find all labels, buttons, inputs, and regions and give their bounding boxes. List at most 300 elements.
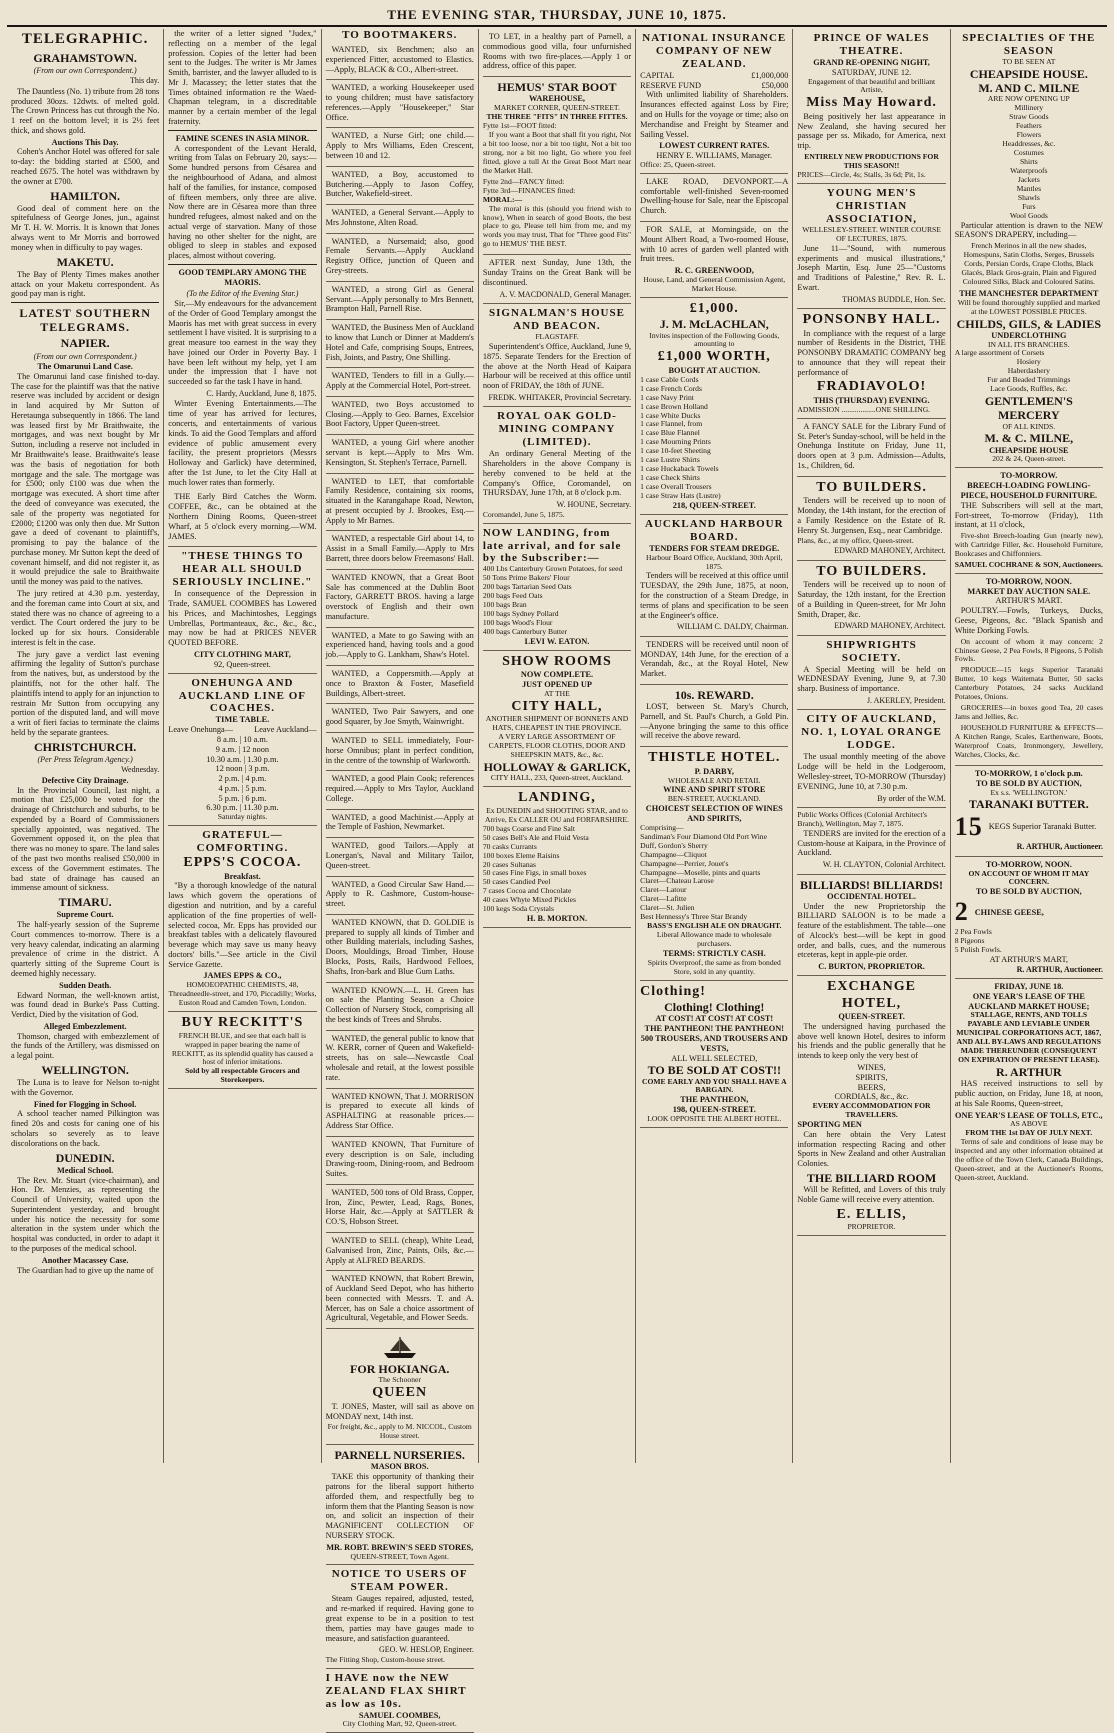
- list-item: Champagne—Moselle, pints and quarts: [640, 867, 761, 877]
- ad-address: 218, QUEEN-STREET.: [672, 501, 756, 511]
- section-heading: LATEST SOUTHERN TELEGRAMS.: [19, 306, 151, 335]
- list-item: 50 cases Candied Peel: [482, 877, 551, 887]
- goods-list: [640, 376, 788, 501]
- wanted-ad: [326, 234, 474, 282]
- ad-heading: NATIONAL INSURANCE COMPANY OF NEW ZEALAND.: [642, 32, 787, 70]
- ad-text: The undersigned having purchased the above well known Hotel, desires to inform his friends and the public generally that he intends to keep only the very best of: [797, 1021, 946, 1061]
- ad-subtitle: ARTHUR'S MART.: [995, 596, 1063, 606]
- ad-text: WANTED, a Nurse Girl; one child.—Apply to Mrs Williams, Eden Crescent, between 10 and 12.: [325, 131, 474, 160]
- wanted-ad: [326, 1031, 474, 1089]
- article-text: A correspondent of the Levant Herald, writing from Talas on February 20, says:— Some hundred persons from Césarea and the neighbourhood of Adana, and almost half of the families, for instance, composed of fifteen members, only three are alive. Now there are in Césarea more than three hundred refugees, almost naked and on the actual verge of starvation. Many of those having no other shelter for the night, are obliged to sleep in stables and exposed places, almost without covering.: [168, 143, 317, 261]
- capital-row: [640, 71, 788, 81]
- byline: (From our own Correspondent.): [33, 351, 137, 361]
- newspaper-page: [7, 7, 1107, 1729]
- ad-title: Clothing! Clothing!: [664, 1000, 765, 1015]
- ad-orange-lodge: [797, 710, 945, 807]
- ad-address: BEN-STREET, AUCKLAND.: [667, 794, 761, 804]
- wanted-ad: [326, 838, 474, 876]
- ad-early-bird: [168, 489, 316, 547]
- wanted-list: [326, 42, 474, 1329]
- ad-subtitle: SPORTING MEN: [797, 1120, 862, 1129]
- ad-subtitle: MASON BROS.: [370, 1462, 429, 1472]
- list-item: Mantles: [1016, 183, 1042, 193]
- ad-to-let: [483, 29, 631, 77]
- ad-text: French Merinos in all the new shades, Homespuns, Satin Cloths, Serges, Brussels Cords, Persian Cords, Crape Cloths, Black Glacés, Black Gros-grain, Plain and Figured Coloured Silks, Black and Coloured Satins.: [961, 241, 1097, 286]
- ad-heading: ON ACCOUNT OF WHOM IT MAY CONCERN.: [968, 868, 1090, 887]
- ad-billiards: [797, 875, 945, 976]
- dateline: DUNEDIN.: [55, 1150, 115, 1165]
- ad-text: LAKE ROAD, DEVONPORT.—A comfortable well-finished Seven-roomed Dwelling-house for Sale, near the Episcopal Church.: [640, 176, 789, 216]
- ad-sign: THE PANTHEON,: [680, 1095, 749, 1105]
- reserve-label: RESERVE FUND: [640, 80, 702, 90]
- list-item: Hosiery: [1016, 357, 1041, 367]
- ad-text: WANTED to LET, that comfortable Family Residence, containing six rooms, situated in the Karangahape Road, Newton, at present occupied by J. Brookes, Esq.—Apply to Mr Barnes.: [325, 476, 474, 525]
- ad-heading: YOUNG MEN'S CHRISTIAN ASSOCIATION,: [826, 186, 918, 225]
- ad-sign: LEVI W. EATON.: [524, 637, 590, 647]
- ad-sign: HOLLOWAY & GARLICK,: [483, 760, 631, 775]
- ad-address: City Clothing Mart, 92, Queen-street.: [342, 1719, 457, 1729]
- ad-title: CHEAPSIDE HOUSE.: [969, 66, 1088, 81]
- list-item: Lace Goods, Ruffles, &c.: [990, 384, 1068, 394]
- dateline: WELLINGTON.: [41, 1062, 129, 1077]
- byline: (Per Press Telegram Agency.): [37, 754, 133, 764]
- ad-sign: W. HOUNE, Secretary.: [556, 500, 632, 510]
- ad-title: TO BUILDERS.: [816, 479, 927, 495]
- wanted-ad: [326, 531, 474, 569]
- ad-text: WANTED, six Benchmen; also an experienced Fitter, accustomed to Elastics.—Apply, BLACK & CO., Albert-street.: [325, 44, 474, 74]
- ad-text: OF ALL KINDS.: [1002, 421, 1056, 431]
- dateline: GRAHAMSTOWN.: [33, 50, 137, 65]
- ad-shipwrights: [797, 636, 945, 711]
- ad-text: EVERY ACCOMMODATION FOR TRAVELLERS.: [812, 1101, 931, 1120]
- ad-text: WANTED, the general public to know that W. KERR, corner of Queen and Wakefield-streets, has on sale—Newcastle Coal wholesale and retail, at the lowest possible rate.: [325, 1033, 474, 1082]
- ad-text: WANTED, 500 tons of Old Brass, Copper, Iron, Zinc, Pewter, Lead, Rags, Bones, Horse Hair, &c.—Apply at SATTLER & CO.'S, Hobson Street.: [325, 1187, 474, 1227]
- ad-address: 202 & 24, Queen-street.: [992, 454, 1066, 464]
- ad-subtitle: AT COST! AT COST! AT COST!: [655, 1014, 774, 1024]
- list-item: 100 bags Wood's Flour: [482, 618, 553, 628]
- ad-heading: MARKET DAY AUCTION SALE.: [967, 586, 1091, 596]
- ad-epps-cocoa: [168, 826, 316, 1012]
- ad-sign: THOMAS BUDDLE, Hon. Sec.: [842, 294, 946, 304]
- ad-heading: TO BOOTMAKERS.: [342, 29, 458, 41]
- timetable-note: Saturday nights.: [217, 812, 268, 822]
- ad-pantheon: [640, 981, 788, 1128]
- ad-text: WANTED, good Tailors.—Apply at Lonergan's, Naval and Military Tailor, Queen-street.: [325, 841, 474, 870]
- ad-sign: CHEAPSIDE HOUSE: [989, 445, 1069, 455]
- ad-heading: CITY OF AUCKLAND, NO. 1, LOYAL ORANGE LODGE.: [801, 713, 942, 752]
- ad-tenders: [640, 637, 788, 685]
- ad-text: PRODUCE—15 kegs Superior Taranaki Butter, 10 kegs Waitemata Butter, 50 sacks Canterbury Potatoes, 24 sacks Auckland Potatoes, Onions.: [954, 665, 1103, 702]
- timetable-row: 4 p.m. | 5 p.m.: [218, 783, 267, 793]
- verse-text: The moral is this (should you friend wish to know), When in search of good Boots, the best place to go, Please tell him from me, and my words you may trust, That for "Three good Fits" go to HEMUS' THE BEST.: [482, 203, 632, 249]
- divider: [168, 264, 316, 265]
- subheading: Sudden Death.: [59, 980, 112, 990]
- ad-text: With unlimited liability of Shareholders. Insurances effected against Loss by Fire; and on Hulls for the voyage or time; also on Merchandise and Freight by Steamer and Sailing Vessel.: [640, 90, 789, 139]
- ad-date: TO-MORROW, NOON.: [985, 859, 1072, 869]
- ad-text: HAS received instructions to sell by public auction, on Friday, June 18, at noon, at his Sale Rooms, Queen-street,: [954, 1079, 1103, 1108]
- list-item: 2 Pea Fowls: [954, 926, 992, 936]
- ad-subtitle: WHOLESALE AND RETAIL: [667, 775, 761, 785]
- column-telegraphic: [7, 29, 164, 1463]
- wanted-ad: [326, 397, 474, 435]
- wanted-ad: [326, 1089, 474, 1137]
- ad-heading: ONEHUNGA AND AUCKLAND LINE OF COACHES.: [178, 676, 307, 715]
- list-item: Waterproofs: [1010, 165, 1048, 175]
- ad-title: HEMUS' STAR BOOT: [497, 80, 617, 95]
- ad-sign: WILLIAM C. DALDY, Chairman.: [677, 622, 789, 632]
- ad-address: 92, Queen-street.: [213, 659, 271, 669]
- wanted-ad: [326, 167, 474, 205]
- ad-text: WANTED, a Nursemaid; also, good Female Servants.—Apply Auckland Registry Office, junction of Queen and Grey-streets.: [325, 236, 474, 276]
- ad-heading: SPECIALTIES OF THE SEASON: [962, 32, 1096, 57]
- list-item: 1 case Mourning Prints: [640, 437, 711, 447]
- ad-text: Will be found thoroughly supplied and marked at the LOWEST POSSIBLE PRICES.: [957, 297, 1100, 316]
- ad-date: TO-MORROW, 1 o'clock p.m.: [974, 768, 1083, 778]
- ad-text: TENDERS are invited for the erection of a Custom-house at Kaipara, in the Province of Auckland.: [797, 828, 946, 858]
- ad-subtitle: JUST OPENED UP: [522, 680, 592, 690]
- wanted-ad: [326, 1185, 474, 1233]
- ad-text: WANTED, a respectable Girl about 14, to Assist in a Small Family.—Apply to Mrs Barrett, three doors below Freemasons' Hall.: [325, 534, 474, 563]
- wanted-ad: [326, 704, 474, 733]
- column-6: [793, 29, 950, 1463]
- list-item: 1 case 10-feet Sheeting: [640, 446, 711, 456]
- ad-text: WANTED KNOWN.—L. H. Green has on sale the Planting Season a Choice Collection of Nursery Stock, comprising all the best kinds of Trees and Shrubs.: [325, 985, 474, 1024]
- ad-title: TO BUILDERS.: [816, 563, 927, 579]
- ad-lake-road: [640, 174, 788, 222]
- list-item: Champagne—Cliquot: [640, 849, 707, 859]
- ad-text: Steam Gauges repaired, adjusted, tested, and re-marked if required. Having gone to great expense to be in a position to test them, parties may have gauges made to measure, and satisfaction guaranteed.: [325, 1594, 474, 1643]
- ad-text: Invites inspection of the Following Goods, amounting to: [649, 330, 780, 349]
- ad-sign: R. ARTHUR, Auctioneer.: [1016, 964, 1103, 974]
- list-item: 20 cases Sultanas: [482, 859, 536, 869]
- subheading: Medical School.: [57, 1165, 114, 1175]
- ad-text: Under the new Proprietorship the BILLIARD SALOON is to be made a feature of the establishment. The table—one of Alcock's best—will be kept in good order, and balls, cues, and the numerous etceteras, kept in apple-pie order.: [797, 901, 946, 960]
- dateline: NAPIER.: [60, 336, 110, 351]
- ad-chinese-geese: [955, 857, 1103, 979]
- ad-sign: By order of the W.M.: [877, 793, 946, 803]
- ad-title: FOR HOKIANGA.: [350, 1362, 450, 1377]
- ad-text: Superintendent's Office, Auckland, June 9, 1875. Separate Tenders for the Erection of the above at the North Head of Kaipara Harbour will be received at this office until noon of FRIDAY, the 18th of JUNE.: [482, 341, 632, 391]
- list-item: 100 boxes Eleme Raisins: [482, 850, 560, 860]
- capital-value: £1,000,000: [751, 70, 789, 80]
- ad-heading: BREECH-LOADING FOWLING-PIECE, HOUSEHOLD FURNITURE.: [960, 481, 1098, 500]
- ad-text: WANTED KNOWN, That J. MORRISON is prepared to execute all kinds of ASPHALTING at reasonable prices.—Address Star Office.: [325, 1091, 474, 1130]
- article-text: Cohen's Anchor Hotel was offered for sale to-day: the bidding started at £500, and reached £675. The hotel was withdrawn by the owner at £700.: [11, 147, 160, 186]
- wanted-ad: [326, 282, 474, 320]
- ad-sign: P. DARBY,: [694, 766, 734, 776]
- timetable-title: TIME TABLE.: [215, 715, 270, 725]
- article-heading: GOOD TEMPLARY AMONG THE MAORIS.: [178, 267, 307, 287]
- wanted-ad: [326, 570, 474, 628]
- ad-show-rooms: [483, 651, 631, 787]
- article-text: The jury gave a verdict last evening affirming the legality of Sutton's purchase from the natives, but, as understood by the plaintiffs, not for the other half. The plaintiffs intend to apply for an injunction to restrain Mr Sutton from occupying any portion of the disputed land, and will move a writ of fieri facias to terminate the claims held by the separate grantees.: [11, 649, 160, 737]
- ad-subtitle: THIS (THURSDAY) EVENING.: [813, 396, 930, 405]
- article-text: The Luna is to leave for Nelson to-night with the Governor.: [11, 1078, 160, 1097]
- list-item: 50 cases Bell's Ale and Fluid Vesta: [482, 832, 589, 842]
- subheading: Another Macassey Case.: [41, 1255, 129, 1265]
- ad-title: BUY RECKITT'S: [181, 1015, 304, 1031]
- ad-for-sale: [640, 222, 788, 298]
- wanted-ad: [326, 80, 474, 128]
- ad-text: On account of whom it may concern: 2 Chinese Geese, 2 Pea Fowls, 8 Pigeons, 5 Polish Fowls.: [954, 636, 1103, 664]
- ad-subtitle: ENTIRELY NEW PRODUCTIONS FOR THIS SEASON!!: [804, 152, 939, 170]
- ad-heading: SIGNALMAN'S HOUSE AND BEACON.: [489, 307, 625, 333]
- reserve-row: [640, 81, 788, 91]
- article-text: A school teacher named Pilkington was fined 20s and costs for caning one of his scholars so severely as to leave discolorations on the back.: [11, 1109, 160, 1148]
- list-item: 40 cases Whyte Mixed Pickles: [482, 895, 576, 905]
- ad-title: PONSONBY HALL.: [802, 312, 941, 328]
- ad-text: WANTED to SELL immediately, Four-horse Omnibus; plant in perfect condition, in the centre of the township of Warkworth.: [325, 735, 474, 765]
- ad-text: WANTED, a working Housekeeper used to young children; must have satisfactory references.—Apply "Housekeeper," Star Office.: [325, 83, 474, 122]
- ad-text: FRENCH BLUE, and see that each ball is wrapped in paper bearing the name of RECKITT, as its splendid quality has caused a host of inferior imitations.: [171, 1030, 313, 1067]
- ad-address: LOOK OPPOSITE THE ALBERT HOTEL.: [647, 1113, 782, 1123]
- geese-text: CHINESE GEESE,: [974, 907, 1044, 917]
- list-item: Duff, Gordon's Sherry: [640, 840, 708, 850]
- ad-date: SATURDAY, JUNE 12.: [831, 67, 912, 77]
- ad-text: AFTER next Sunday, June 13th, the Sunday Trains on the Great Bank will be discontinued.: [482, 258, 632, 287]
- article-text: The half-yearly session of the Supreme Court commences to-morrow. There is a very heavy calendar, indicating an alarming prevalence of crime in the district. A quarterly sitting of the Supreme Court is deemed highly necessary.: [11, 920, 160, 978]
- ad-text: WANTED KNOWN, that D. GOLDIE is prepared to supply all kinds of Timber and other Building materials, including Sashes, Doors, Mouldings, Broad Timber, House Blocks, Posts, Rails, Hardwood Felloes, Shafts, Iron-bark and Blue Gum Laths.: [325, 917, 474, 976]
- ad-market-day: [955, 574, 1103, 766]
- ad-text: WANTED, a good Machinist.—Apply at the Temple of Fashion, Newmarket.: [325, 812, 474, 832]
- ad-footer: Sold by all respectable Grocers and Storekeepers.: [185, 1066, 300, 1085]
- timetable-row: 10.30 a.m. | 1.30 p.m.: [206, 754, 279, 764]
- ad-sign: HENRY E. WILLIAMS, Manager.: [656, 151, 773, 161]
- ad-ponsonby-hall: [797, 309, 945, 419]
- list-item: WINES,: [857, 1062, 886, 1072]
- ad-title: Miss May Howard.: [806, 95, 937, 111]
- ad-steam: [326, 1565, 474, 1668]
- ad-coombes: [168, 547, 316, 673]
- ad-sign: CITY CLOTHING MART,: [194, 649, 291, 659]
- ad-heading: TO BE SOLD BY AUCTION,: [975, 887, 1082, 897]
- ad-date: TO-MORROW, NOON.: [985, 576, 1072, 586]
- ad-heading: THE THREE "FITS" IN THREE FITTES.: [486, 112, 628, 122]
- ad-text: WANTED, a Coppersmith.—Apply at once to Braxton & Foster, Masefield Buildings, Albert-street.: [325, 669, 474, 698]
- ad-hemus: [483, 77, 631, 255]
- article-heading: FAMINE SCENES IN ASIA MINOR.: [175, 133, 310, 143]
- timetable-row: 6.30 p.m. | 11.30 p.m.: [206, 803, 279, 813]
- geese-count: 2: [954, 897, 969, 927]
- list-item: Straw Goods: [1009, 112, 1049, 122]
- ad-text: LOST, between St. Mary's Church, Parnell, and St. Paul's Church, a Gold Pin.—Anyone bringing the same to this office will receive the above reward.: [640, 702, 789, 741]
- ad-national-insurance: [640, 29, 788, 174]
- ad-subtitle: GRAND RE-OPENING NIGHT,: [813, 57, 930, 67]
- ad-sign: SAMUEL COCHRANE & SON, Auctioneers.: [954, 559, 1103, 569]
- ad-heading: "THESE THINGS TO HEAR ALL SHOULD SERIOUSLY INCLINE.": [172, 550, 313, 589]
- wanted-ad: [326, 128, 474, 166]
- article-text: the writer of a letter signed "Judex," reflecting on a member of the legal profession. Copies of the letter had been sent to the Judges. The writer is Mr James Smith, barrister, and the lawyer alluded to is Mr J. Macassey; the letter states that the Times obtained information re the Waed-Chapman telegram, in a discreditable manner by a certain member of the legal fraternity.: [168, 29, 317, 127]
- ad-builders-2: [797, 561, 945, 636]
- wanted-ad: [326, 666, 474, 704]
- ad-heading: GRATEFUL—COMFORTING.: [196, 829, 289, 855]
- list-item: 1 case Flannel, from: [640, 419, 703, 429]
- dateline: CHRISTCHURCH.: [33, 739, 137, 754]
- list-item: 100 bags Bran: [482, 600, 527, 610]
- ad-reckitts: [168, 1012, 316, 1089]
- ad-text: WANTED, the Business Men of Auckland to know that Lunch or Dinner at Maddern's Hotel and Cafe, comprising Soups, Entrees, Fish, Joints, and Pastry, One Shilling.: [325, 323, 474, 362]
- ad-text: Tenders will be received up to noon of Monday, the 14th instant, for the erection of a Family Residence on the Estate of R. Henry St. Jurgensen, Esq., near Cambridge.: [797, 496, 946, 535]
- list-item: Comprising—: [640, 822, 684, 832]
- ad-text: 500 TROUSERS, AND TROUSERS AND VESTS,: [640, 1034, 788, 1053]
- ad-sign: MR. ROBT. BREWIN'S SEED STORES,: [326, 1542, 474, 1552]
- column-2: [164, 29, 321, 1463]
- ad-text: WANTED, a General Servant.—Apply to Mrs Johnstone, Alten Road.: [325, 208, 474, 227]
- timetable-row: 12 noon | 3 p.m.: [215, 764, 270, 774]
- ad-subtitle: NOW COMPLETE.: [520, 670, 594, 680]
- ad-text: Being positively her last appearance in New Zealand, she having secured her passage per ss. Mikado, for America, next trip.: [797, 111, 946, 151]
- wanted-ad: [326, 1271, 474, 1329]
- keg-row: [955, 812, 1103, 843]
- article-text: The jury retired at 4.30 p.m. yesterday, and the foreman came into Court at six, and stated there was no chance of agreeing to a verdict. The Court ordered the jury to be locked up for six hours. Considerable interest is felt in the case.: [11, 588, 160, 647]
- ad-title: LANDING,: [518, 790, 596, 806]
- ad-date: FRIDAY, JUNE 18.: [994, 981, 1064, 991]
- ad-address: CITY HALL, 233, Queen-street, Auckland.: [490, 773, 624, 783]
- ad-sign: C. BURTON, PROPRIETOR.: [818, 962, 925, 972]
- ad-amount: £1,000.: [689, 300, 739, 316]
- list-item: Claret—Chateau Larose: [640, 876, 714, 886]
- subheading: Defective City Drainage.: [41, 775, 129, 785]
- ad-text: TO LET, in a healthy part of Parnell, a commodious good villa, four unfurnished Rooms with two fire-places.—Apply 1 or address, office of this paper.: [482, 32, 632, 71]
- ad-taranaki-butter: [955, 766, 1103, 857]
- wanted-ad: [326, 628, 474, 666]
- ad-title: EXCHANGE HOTEL,: [827, 979, 916, 1011]
- ad-subtitle: WELLESLEY-STREET. WINTER COURSE OF LECTURES, 1875.: [802, 224, 941, 243]
- ad-text: Liberal Allowance made to wholesale purchasers.: [656, 930, 772, 949]
- ad-subtitle: THE BILLIARD ROOM: [806, 1170, 937, 1185]
- ad-text: Tenders will be received up to noon of Saturday, the 12th instant, for the Erection of a Building in Queen-street, for Mr John Smith, Draper, &c.: [797, 580, 946, 619]
- timetable-row: 2 p.m. | 4 p.m.: [218, 774, 267, 784]
- ad-text: WANTED, a Mate to go Sawing with an experienced hand, having tools and a good job.—Apply to G. Lankham, Shaw's Hotel.: [325, 630, 474, 660]
- article-text: The Guardian had to give up the name of: [17, 1265, 154, 1275]
- ad-subtitle: The Schooner: [378, 1375, 421, 1385]
- ad-address: MARKET CORNER, QUEEN-STREET.: [494, 103, 620, 113]
- ad-title: 10s. REWARD.: [674, 687, 754, 702]
- ad-mclachlan: [640, 298, 788, 515]
- timetable-col-left: Leave Onehunga—: [168, 725, 234, 735]
- column-wanted: [322, 29, 479, 1729]
- ad-title: M. AND C. MILNE: [978, 81, 1080, 96]
- ad-subtitle: UNDERCLOTHING: [991, 330, 1067, 340]
- list-item: Champagne—Perrier, Jouet's: [640, 858, 729, 868]
- article-text: The Dauntless (No. 1) tribute from 28 tons produced 30ozs. 12dwts. of melted gold. The Crown Princess has cut through the No. 1 reef on the bottom level; it is 2½ feet thick, and shows gold.: [11, 86, 160, 135]
- ad-sign: EDWARD MAHONEY, Architect.: [834, 621, 946, 631]
- ad-sign-title: PROPRIETOR.: [847, 1222, 896, 1232]
- ad-text: Tenders will be received at this office until TUESDAY, the 29th June, 1875, at noon, for the construction of a Steam Dredge, in terms of plans and specification to be seen at the Engineer's office.: [640, 571, 789, 620]
- list-item: Haberdashery: [1007, 366, 1050, 376]
- ad-text: ANOTHER SHIPMENT OF BONNETS AND HATS, CHEAPEST IN THE PROVINCE.: [485, 714, 629, 733]
- ad-ymca: [797, 184, 945, 309]
- ad-title: EPPS'S COCOA.: [183, 855, 302, 871]
- ad-address: AT ARTHUR'S MART,: [989, 954, 1068, 964]
- timetable-row: 8 a.m. | 10 a.m.: [216, 735, 268, 744]
- ad-sign: GEO. W. HESLOP, Engineer.: [378, 1645, 474, 1655]
- ad-subtitle: CHILDS, GILS, & LADIES: [956, 316, 1102, 331]
- ad-coaches: [168, 674, 316, 827]
- verse-text: If you want a Boot that shall fit you right, Not a bit too loose, nor a bit too tight, Not a bit too strong, nor a bit too light, Go where you feel fitted, glove a tull At the Great Boot Mart near the Market Hall.: [482, 129, 632, 175]
- ad-title: SHOW ROOMS: [502, 653, 612, 669]
- timetable-row: 9 a.m. | 12 noon: [215, 744, 270, 754]
- ad-text: Can here obtain the Very Latest information respecting Racing and other Sports in New Zealand and other Australian Colonies.: [797, 1129, 946, 1169]
- ad-subtitle: CHOICEST SELECTION OF WINES AND SPIRITS,: [645, 804, 783, 823]
- ad-builders: [797, 477, 945, 561]
- divider: [11, 302, 159, 303]
- list-item: 8 Pigeons: [954, 935, 985, 945]
- geese-row: [955, 897, 1103, 928]
- wanted-ad: [326, 368, 474, 397]
- ad-text: WANTED, a strong Girl as General Servant.—Apply personally to Mrs Bennett, Brampton Hall, Parnell Rise.: [325, 284, 474, 314]
- subheading: Fined for Flogging in School.: [33, 1099, 137, 1109]
- ad-sign: R. C. GREENWOOD,: [674, 266, 754, 276]
- ad-text: ADMISSION ..................ONE SHILLING.: [797, 404, 931, 414]
- wanted-ad: [326, 320, 474, 368]
- ad-subtitle: THE PANTHEON! THE PANTHEON!: [644, 1024, 784, 1034]
- ad-flax-shirt: [326, 1669, 474, 1733]
- ad-subtitle: OCCIDENTAL HOTEL.: [827, 891, 916, 901]
- list-item: Feathers: [1015, 121, 1042, 131]
- ad-heading: TO BE SOLD BY AUCTION,: [975, 778, 1082, 788]
- ad-text: A FANCY SALE for the Library Fund of St. Peter's Sunday-school, will be held in the Onehunga Institute on Friday, June 11, doors open at 3 p.m. Admission—Adults, 1s., Children, 6d.: [797, 421, 946, 470]
- dateline: HAMILTON.: [50, 188, 120, 203]
- ad-heading: AUCKLAND HARBOUR BOARD.: [645, 517, 784, 543]
- ad-text: HOUSEHOLD FURNITURE & EFFECTS—A Kitchen Range, Scales, Earthenware, Boots, Waterproof Coats, Ironmongery, Jewellery, Watches, Clocks, &c.: [954, 723, 1103, 759]
- ad-subtitle: GENTLEMEN'S MERCERY: [984, 394, 1073, 423]
- ad-address: The Fitting Shop, Custom-house street.: [325, 1654, 445, 1664]
- ad-harbour-board: [640, 515, 788, 637]
- list-item: Best Hennessy's Three Star Brandy: [640, 912, 748, 922]
- ad-now-landing: [483, 524, 631, 651]
- ad-title: THISTLE HOTEL.: [648, 750, 781, 766]
- ad-address: QUEEN-STREET, Town Agent.: [350, 1551, 449, 1561]
- list-item: SPIRITS,: [855, 1072, 888, 1082]
- ship-icon: [381, 1334, 419, 1360]
- ad-text: "By a thorough knowledge of the natural laws which govern the operations of digestion and nutrition, and by a careful application of the fine properties of well-selected cocoa, Mr. Epps has provided our breakfast tables with a delicately flavoured beverage which may save us many heavy doctors' bills."—See article in the Civil Service Gazette.: [168, 881, 317, 969]
- article-text: The Omarunui land case finished to-day. The case for the plaintiff was that the native reserve was included by accident or design in land acquired by Mr Sutton of Heretaunga subsequently in 1866. The land was leased first by Mr Braithwaite, the mortgages, and was next bought by Mr Sutton, including a reserve not included in Mr Braithwaite's lease. Braithwaite's lease was the basis of negotiation for both mortgage and the sale. The mortgage was for £500; only £100 was due when the mortgage was executed. A short time after the deed of conveyance was executed, the sale of the property was negotiated for £2000; £1200 was only then due. Mr Sutton gave a deed of covenant to plaintiff's, promising to pay the balance of the purchase money. Mr Sutton kept the deed of covenant himself, and did not register it, as it would prejudice the sale to Braithwaite until the money was paid to the natives.: [11, 371, 160, 587]
- ad-text: COME EARLY AND YOU SHALL HAVE A BARGAIN.: [641, 1076, 787, 1095]
- ad-subtitle: Ex s.s. 'WELLINGTON.': [990, 787, 1068, 797]
- ad-date: Public Works Offices (Colonial Architect's Branch), Wellington, May 7, 1875.: [797, 809, 927, 828]
- ad-hokianga: [326, 1329, 474, 1445]
- ad-heading: ONE YEAR'S LEASE OF THE AUCKLAND MARKET HOUSE;: [968, 991, 1090, 1011]
- ad-title: CITY HALL,: [511, 698, 603, 714]
- ad-text: June 11—"Sound, with numerous experiments and musical illustrations," Joseph Martin, Esq. June 25—"Customs and Traditions of Palestine," Rev. R. L. Ewart.: [797, 243, 946, 292]
- ad-title: FRADIAVOLO!: [816, 379, 927, 395]
- list-item: Millinery: [1014, 103, 1044, 113]
- wanted-ad: [326, 205, 474, 234]
- ad-parnell-nurseries: [326, 1445, 474, 1565]
- ad-text: A VERY LARGE ASSORTMENT OF CARPETS, FLOOR CLOTHS, DOOR AND SHEEPSKIN MATS, &c., &c.: [488, 732, 626, 760]
- ad-heading: ROYAL OAK GOLD-MINING COMPANY (LIMITED).: [497, 410, 617, 449]
- ad-text: T. JONES, Master, will sail as above on MONDAY next, 14th inst.: [325, 1401, 474, 1421]
- ad-text: TENDERS will be received until noon of MONDAY, 14th June, for the erection of a Verandah, &c., at the Royal Hotel, New Market.: [640, 639, 789, 679]
- list-item: 1 case White Ducks: [640, 410, 701, 420]
- list-item: Claret—Lafitte: [640, 894, 687, 904]
- list-item: Flowers: [1016, 130, 1042, 140]
- article-text: Sir,—My endeavours for the advancement of the Order of Good Templary amongst the Maoris has met with great success in every settlement I have visited. It is surprising to a great measure too earnest in the way they have joined our Order in Poverty Bay. I have been left without my help, yet I am under the impression that I have not succeeded so far the task I have in hand.: [168, 298, 317, 387]
- section-heading: TELEGRAPHIC.: [21, 31, 149, 47]
- choicest-list: [640, 824, 788, 922]
- list-item: Shirts: [1019, 156, 1038, 166]
- capital-label: CAPITAL: [640, 70, 675, 80]
- ad-text: GROCERIES—in boxes good Tea, 20 cases Jams and Jellies, &c.: [954, 703, 1103, 722]
- ad-text: TO BE SEEN AT: [1002, 56, 1056, 66]
- list-item: CORDIALS, &c., &c.: [834, 1092, 909, 1102]
- keg-count: 15: [954, 811, 983, 841]
- ad-subtitle: Breakfast.: [224, 871, 261, 881]
- list-item: 50 cases Fine Figs, in small boxes: [482, 868, 587, 878]
- article-text: The Rev. Mr. Stuart (vice-chairman), and Hon. Dr. Menzies, as representing the Council of University, waited upon the Superintendent yesterday, and brought under his notice the necessity for some alteration in the system under which the hospital was conducted, in order to adapt it to the purposes of the medical school.: [11, 1175, 160, 1253]
- list-item: Claret—St. Julien: [640, 903, 695, 913]
